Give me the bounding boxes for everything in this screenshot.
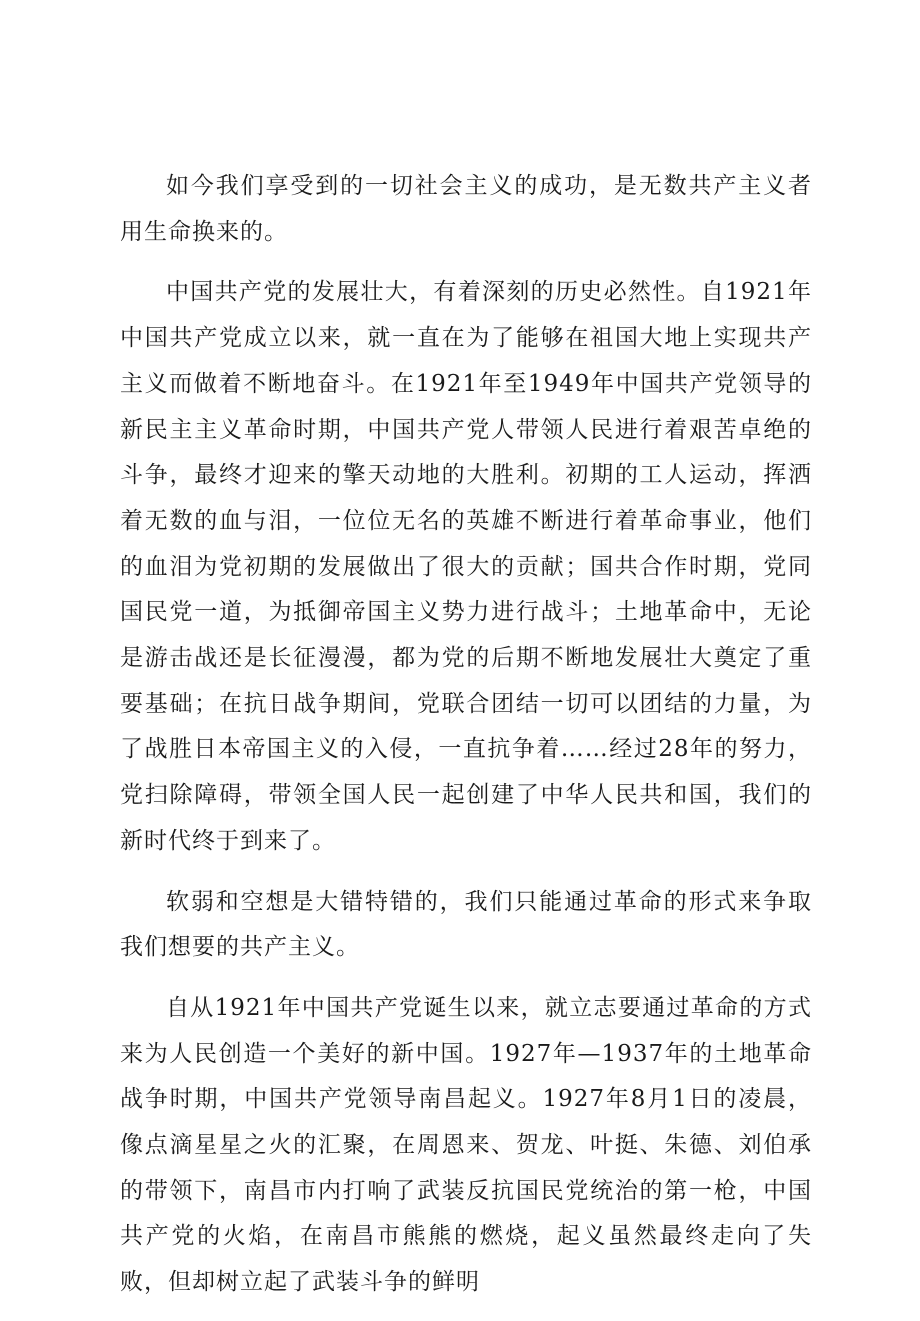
paragraph-3: 软弱和空想是大错特错的，我们只能通过革命的形式来争取我们想要的共产主义。 (120, 888, 812, 961)
paragraph-2: 中国共产党的发展壮大，有着深刻的历史必然性。自1921年中国共产党成立以来，就一直在为了能够在祖国大地上实现共产主义而做着不断地奋斗。在1921年至1949年中国共产党领导的新民主主义革命时期，中国共产党人带领人民进行着艰苦卓绝的斗争，最终才迎来的擎天动地的大胜利。初期的工人运动，挥洒着无数的血与泪，一位位无名的英雄不断进行着革命事业，他们的血泪为党初期的发展做出了很大的贡献；国共合作时期，党同国民党一道，为抵御帝国主义势力进行战斗；土地革命中，无论是游击战还是长征漫漫，都为党的后期不断地发展壮大奠定了重要基础；在抗日战争期间，党联合团结一切可以团结的力量，为了战胜日本帝国主义的入侵，一直抗争着……经过28年的努力，党扫除障碍，带领全国人民一起创建了中华人民共和国，我们的新时代终于到来了。 (120, 279, 812, 854)
paragraph-1: 如今我们享受到的一切社会主义的成功，是无数共产主义者用生命换来的。 (120, 173, 812, 245)
document-body (120, 164, 812, 1321)
paragraph-4: 自从1921年中国共产党诞生以来，就立志要通过革命的方式来为人民创造一个美好的新中国。1927年—1937年的土地革命战争时期，中国共产党领导南昌起义。1927年8月1日的凌晨，像点滴星星之火的汇聚，在周恩来、贺龙、叶挺、朱德、刘伯承的带领下，南昌市内打响了武装反抗国民党统治的第一枪，中国共产党的火焰，在南昌市熊熊的燃烧，起义虽然最终走向了失败，但却树立起了武装斗争的鲜明 (120, 994, 812, 1296)
